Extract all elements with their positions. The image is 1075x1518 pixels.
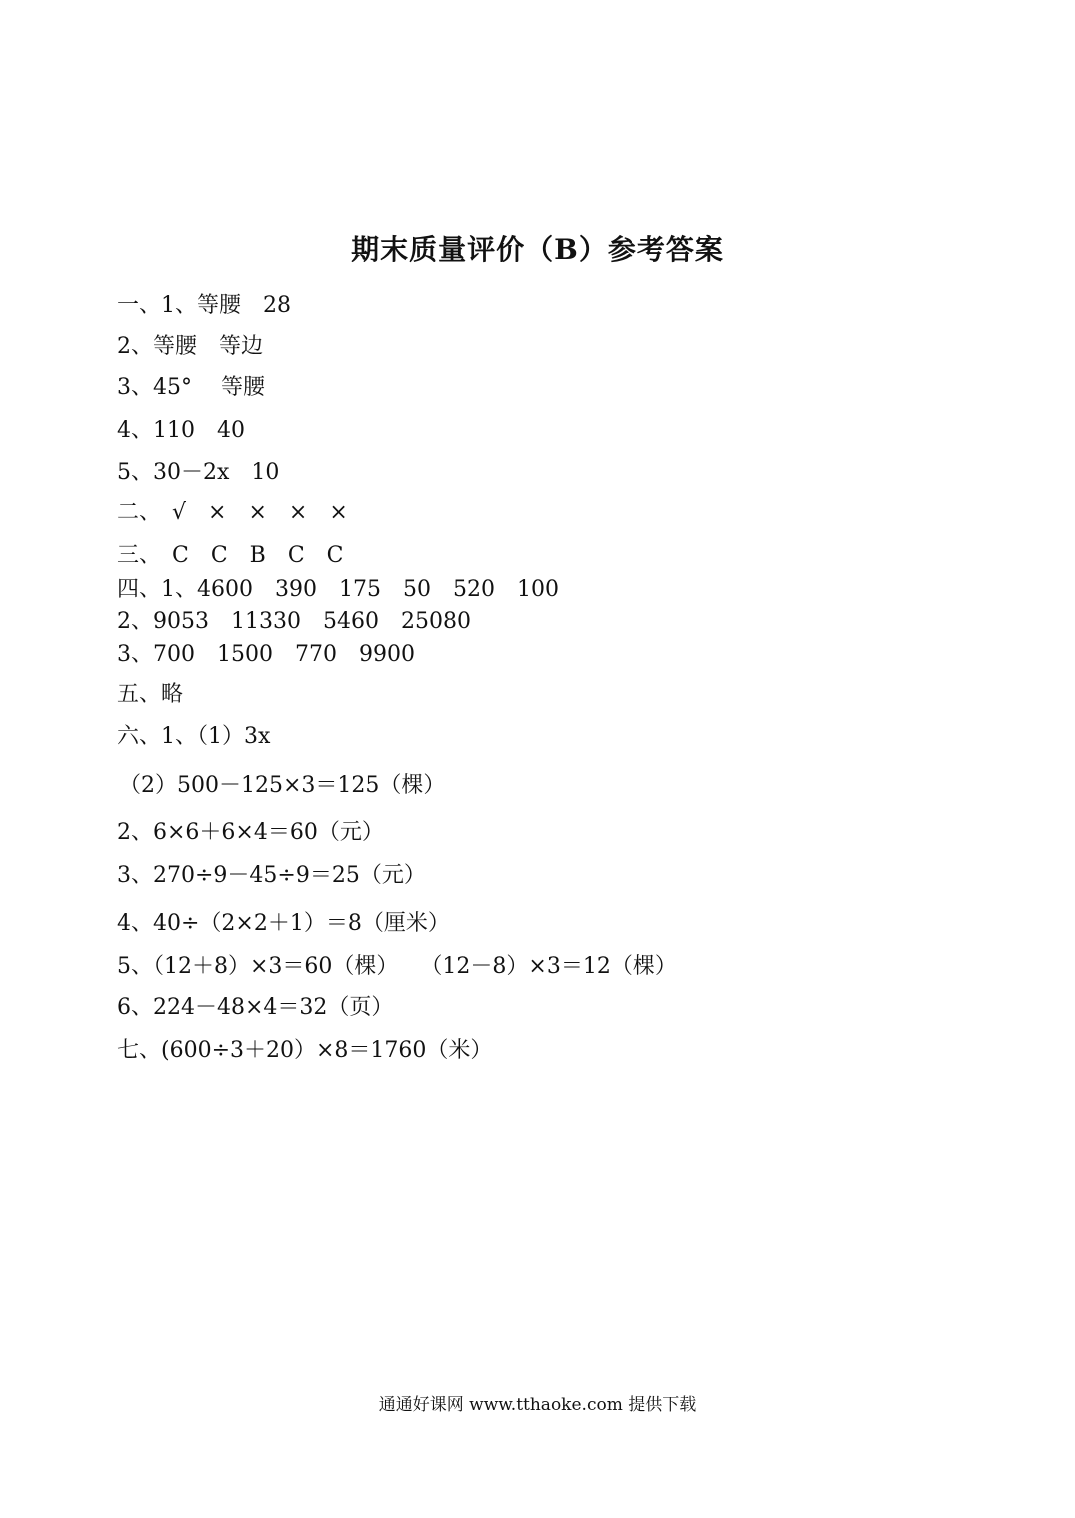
answer-line: 5、30－2x 10 — [117, 460, 280, 485]
answer-line: 四、1、4600 390 175 50 520 100 — [117, 577, 559, 602]
answer-line: 5、（12＋8）×3＝60（棵） （12－8）×3＝12（棵） — [117, 954, 677, 979]
answer-line: 2、等腰 等边 — [117, 334, 263, 359]
answer-line: 3、700 1500 770 9900 — [117, 642, 415, 667]
answer-line: 2、9053 11330 5460 25080 — [117, 609, 471, 634]
answer-line: 2、6×6＋6×4＝60（元） — [117, 820, 384, 845]
answer-line: 4、110 40 — [117, 418, 245, 443]
answer-line: 二、 √ × × × × — [117, 500, 348, 525]
answer-line: 3、270÷9－45÷9＝25（元） — [117, 863, 426, 888]
answer-line: 4、40÷（2×2＋1）＝8（厘米） — [117, 911, 450, 936]
answer-line: 六、1、（1）3x — [117, 724, 271, 749]
answer-line: 一、1、等腰 28 — [117, 293, 291, 318]
page-title: 期末质量评价（B）参考答案 — [351, 233, 724, 266]
answer-line: 三、 C C B C C — [117, 543, 344, 568]
answer-line: 五、略 — [117, 682, 184, 707]
answer-line: 3、45° 等腰 — [117, 375, 265, 400]
answer-line: 6、224－48×4＝32（页） — [117, 995, 394, 1020]
answer-line: （2）500－125×3＝125（棵） — [119, 773, 446, 798]
footer-note: 通通好课网 www.tthaoke.com 提供下载 — [378, 1395, 697, 1415]
answer-line: 七、(600÷3＋20）×8＝1760（米） — [117, 1038, 493, 1063]
